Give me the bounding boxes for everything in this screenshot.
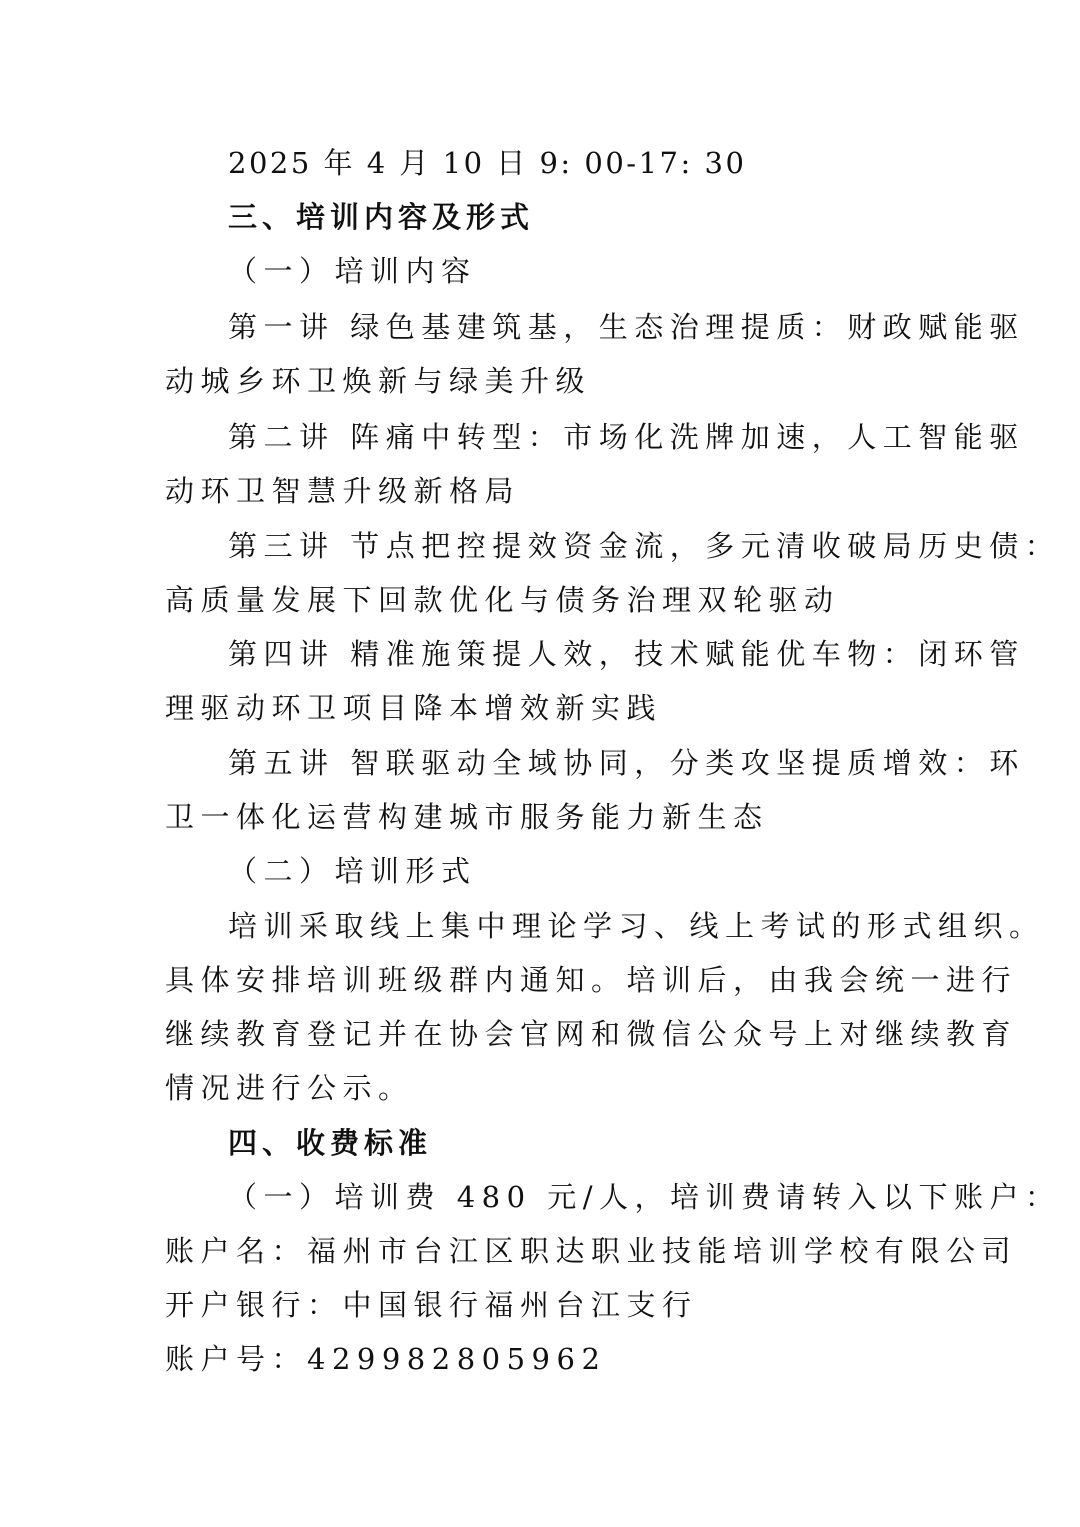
lecture-4-line-1: 第四讲 精准施策提人效，技术赋能优车物：闭环管 [228, 637, 1025, 671]
bank-name: 开户银行：中国银行福州台江支行 [165, 1288, 698, 1322]
lecture-5-line-1: 第五讲 智联驱动全域协同，分类攻坚提质增效：环 [228, 746, 1025, 780]
training-date-time: 2025 年 4 月 10 日 9: 00-17: 30 [228, 146, 747, 180]
fee-line: （一）培训费 480 元/人，培训费请转入以下账户： [228, 1180, 1061, 1214]
account-number: 账户号：429982805962 [165, 1342, 607, 1376]
lecture-5-line-2: 卫一体化运营构建城市服务能力新生态 [165, 800, 769, 834]
format-paragraph-line-4: 情况进行公示。 [165, 1071, 414, 1105]
lecture-4-line-2: 理驱动环卫项目降本增效新实践 [165, 691, 663, 725]
lecture-3-line-2: 高质量发展下回款优化与债务治理双轮驱动 [165, 583, 840, 617]
subsection-training-content-heading: （一）培训内容 [228, 254, 477, 288]
lecture-2-line-2: 动环卫智慧升级新格局 [165, 474, 521, 508]
section-3-heading: 三、培训内容及形式 [228, 200, 535, 234]
lecture-1-line-2: 动城乡环卫焕新与绿美升级 [165, 364, 592, 398]
format-paragraph-line-1: 培训采取线上集中理论学习、线上考试的形式组织。 [228, 909, 1045, 943]
subsection-training-format-heading: （二）培训形式 [228, 854, 477, 888]
lecture-2-line-1: 第二讲 阵痛中转型：市场化洗牌加速，人工智能驱 [228, 420, 1025, 454]
lecture-1-line-1: 第一讲 绿色基建筑基，生态治理提质：财政赋能驱 [228, 310, 1025, 344]
format-paragraph-line-3: 继续教育登记并在协会官网和微信公众号上对继续教育 [165, 1017, 1018, 1051]
lecture-3-line-1: 第三讲 节点把控提效资金流，多元清收破局历史债： [228, 529, 1061, 563]
account-name: 账户名：福州市台江区职达职业技能培训学校有限公司 [165, 1234, 1018, 1268]
format-paragraph-line-2: 具体安排培训班级群内通知。培训后，由我会统一进行 [165, 963, 1018, 997]
section-4-heading: 四、收费标准 [228, 1126, 433, 1160]
